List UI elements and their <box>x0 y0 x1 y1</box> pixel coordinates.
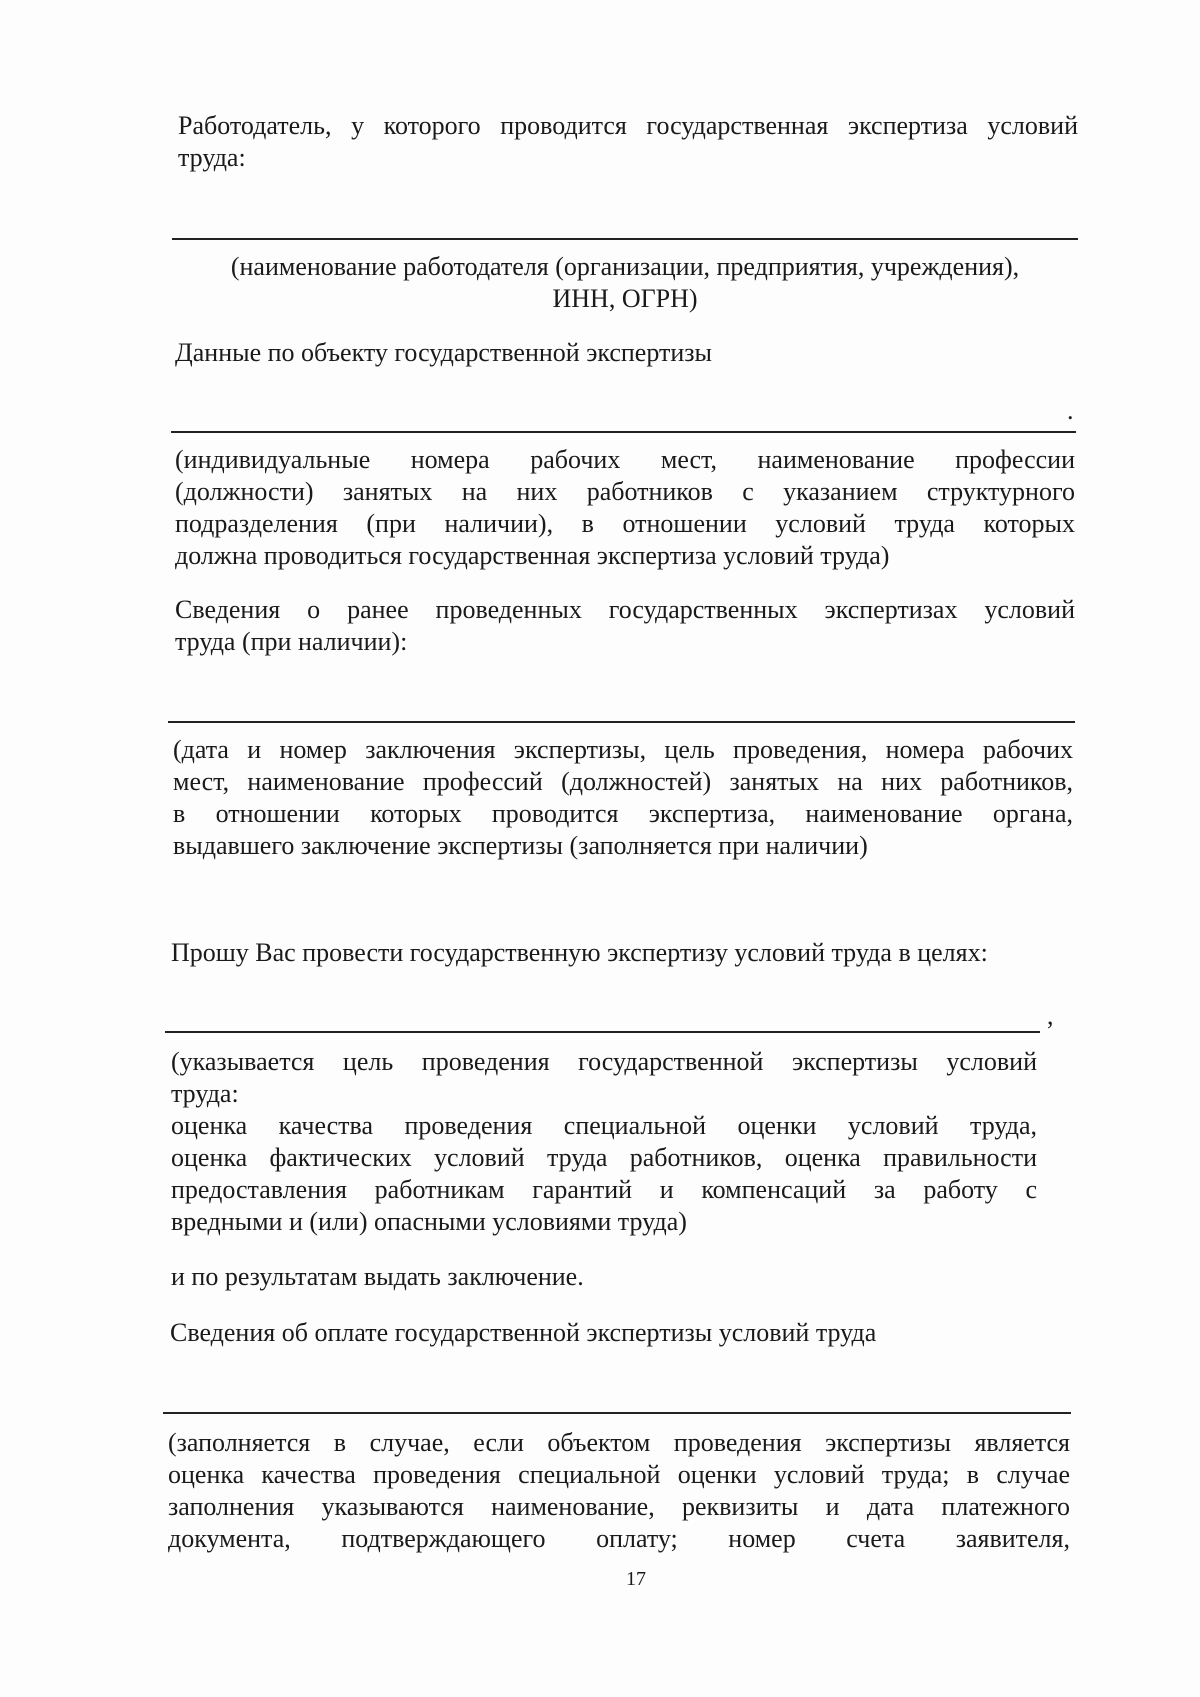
employer-hint-line: (наименование работодателя (организации, предприятия, учреждения), <box>230 252 1020 281</box>
purpose-hint-line: труда: <box>171 1079 239 1108</box>
object-rule-mark: . <box>1067 396 1074 425</box>
payment-hint-line: (заполняется в случае, если объектом проведения экспертизы является <box>168 1428 1070 1457</box>
purpose-hint-line: (указывается цель проведения государственной экспертизы условий <box>171 1047 1037 1076</box>
payment-hint-line: заполнения указываются наименование, реквизиты и дата платежного <box>168 1492 1070 1521</box>
previous-label <box>175 594 1075 658</box>
previous-fill-line <box>168 721 1075 723</box>
previous-hint-line: (дата и номер заключения экспертизы, цель проведения, номера рабочих <box>173 735 1073 764</box>
purpose-hint-line: предоставления работникам гарантий и компенсаций за работу с <box>171 1175 1037 1204</box>
object-label <box>175 337 1075 369</box>
request-label-text: Прошу Вас провести государственную экспертизу условий труда в целях: <box>171 938 988 967</box>
request-label <box>171 937 1071 969</box>
payment-hint-line: оценка качества проведения специальной оценки условий труда; в случае <box>168 1460 1070 1489</box>
previous-hint-line: в отношении которых проводится экспертиза, наименование органа, <box>173 799 1073 828</box>
purpose-hint-line: оценка качества проведения специальной оценки условий труда, <box>171 1111 1037 1140</box>
object-hint-line: (должности) занятых на них работников с указанием структурного <box>175 477 1075 506</box>
previous-hint-line: выдавшего заключение экспертизы (заполняется при наличии) <box>173 831 868 860</box>
object-label-text: Данные по объекту государственной экспертизы <box>175 338 713 367</box>
payment-hint <box>168 1427 1070 1555</box>
payment-label-text: Сведения об оплате государственной экспертизы условий труда <box>170 1318 877 1347</box>
employer-hint <box>172 251 1078 315</box>
object-hint-line: (индивидуальные номера рабочих мест, наименование профессии <box>175 445 1075 474</box>
employer-label-line: Работодатель, у которого проводится государственная экспертиза условий <box>178 111 1078 140</box>
purpose-hint <box>171 1046 1037 1238</box>
employer-label <box>178 110 1078 174</box>
request-rule-mark: , <box>1047 1001 1054 1030</box>
employer-hint-line: ИНН, ОГРН) <box>552 284 698 313</box>
object-hint <box>175 444 1075 572</box>
previous-hint-line: мест, наименование профессий (должностей) занятых на них работников, <box>173 767 1073 796</box>
payment-label <box>170 1317 1036 1349</box>
request-fill-line <box>165 1031 1040 1033</box>
previous-label-line: Сведения о ранее проведенных государственных экспертизах условий <box>175 595 1075 624</box>
conclusion-line: и по результатам выдать заключение. <box>171 1262 584 1291</box>
payment-fill-line <box>163 1412 1071 1414</box>
employer-fill-line <box>172 238 1078 240</box>
previous-label-line: труда (при наличии): <box>175 627 408 656</box>
object-hint-line: должна проводиться государственная экспертиза условий труда) <box>175 541 890 570</box>
page-number: 17 <box>626 1568 646 1590</box>
employer-label-line: труда: <box>178 143 246 172</box>
payment-hint-line: документа, подтверждающего оплату; номер счета заявителя, <box>168 1524 1070 1553</box>
object-fill-line <box>171 431 1076 433</box>
conclusion-text <box>171 1261 1037 1293</box>
previous-hint <box>173 734 1073 862</box>
purpose-hint-line: оценка фактических условий труда работников, оценка правильности <box>171 1143 1037 1172</box>
object-hint-line: подразделения (при наличии), в отношении условий труда которых <box>175 509 1075 538</box>
purpose-hint-line: вредными и (или) опасными условиями труда) <box>171 1207 687 1236</box>
